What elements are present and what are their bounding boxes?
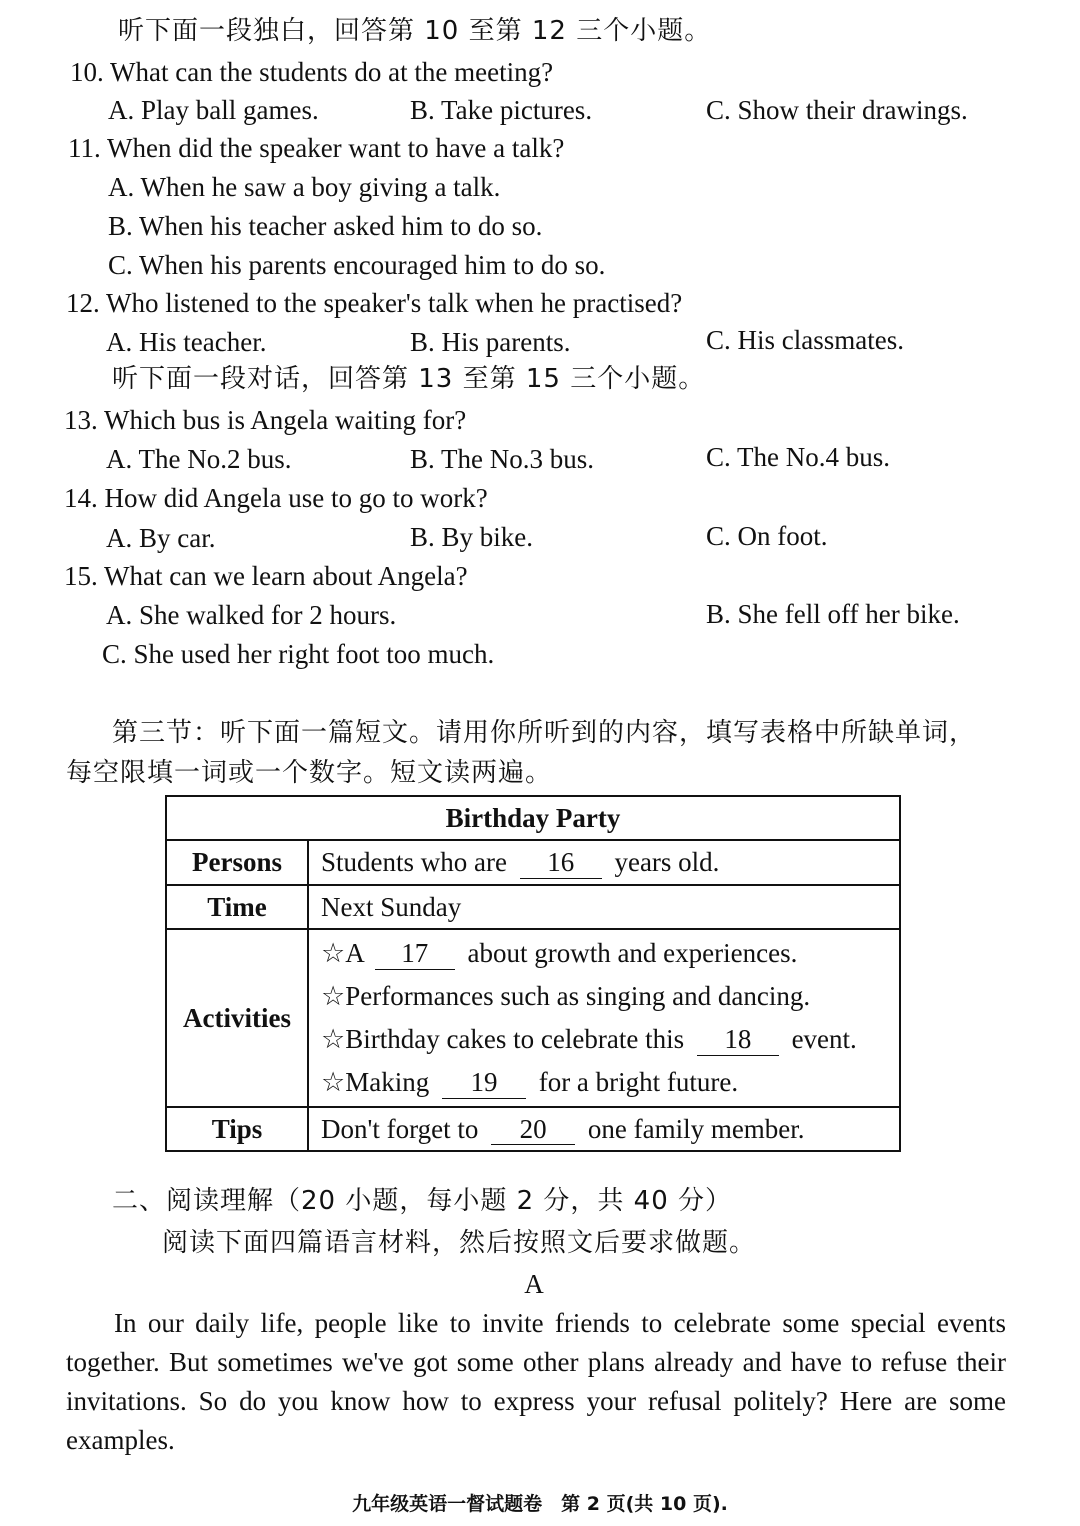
birthday-party-table (165, 795, 901, 1152)
row-label-tips: Tips (166, 1107, 308, 1151)
tips-cell (308, 1107, 900, 1151)
persons-text-post: years old. (614, 847, 720, 878)
question-10-option-b: B. Take pictures. (410, 95, 593, 125)
instruction-monologue: 听下面一段独白，回答第 10 至第 12 三个小题。 (118, 16, 712, 46)
time-value: Next Sunday (308, 885, 900, 929)
tips-text-pre: Don't forget to (321, 1113, 479, 1144)
blank-19: 19 (442, 1068, 526, 1099)
tips-text-post: one family member. (587, 1113, 805, 1144)
part2-heading: 二、阅读理解（20 小题，每小题 2 分，共 40 分） (112, 1186, 733, 1216)
question-15-option-a: A. She walked for 2 hours. (106, 600, 397, 630)
activity-4-post: for a bright future. (538, 1067, 739, 1097)
activity-3-post: event. (791, 1024, 857, 1054)
activity-3 (321, 1018, 887, 1061)
question-15-option-c: C. She used her right foot too much. (102, 639, 495, 669)
row-label-time: Time (166, 885, 308, 929)
question-15-stem: 15. What can we learn about Angela? (64, 561, 468, 591)
instruction-dialogue: 听下面一段对话，回答第 13 至第 15 三个小题。 (112, 364, 706, 394)
question-14-stem: 14. How did Angela use to go to work? (64, 483, 488, 513)
question-13-option-a: A. The No.2 bus. (106, 444, 292, 474)
question-11-stem: 11. When did the speaker want to have a talk? (68, 133, 565, 163)
activity-4-pre: ☆Making (321, 1067, 430, 1097)
activity-1-pre: ☆A (321, 938, 365, 968)
passage-letter: A (524, 1269, 544, 1299)
question-11-option-a: A. When he saw a boy giving a talk. (108, 172, 501, 202)
question-12-stem: 12. Who listened to the speaker's talk when he practised? (66, 288, 683, 318)
question-12-option-c: C. His classmates. (706, 325, 904, 355)
part2-instruction: 阅读下面四篇语言材料，然后按照文后要求做题。 (162, 1228, 757, 1258)
activities-cell (308, 929, 900, 1107)
section3-instruction-line2: 每空限填一词或一个数字。短文读两遍。 (66, 758, 553, 788)
persons-text-pre: Students who are (321, 847, 507, 878)
question-13-option-c: C. The No.4 bus. (706, 442, 891, 472)
page-footer: 九年级英语一督试题卷 第 2 页(共 10 页). (352, 1493, 728, 1515)
row-label-activities: Activities (166, 929, 308, 1107)
question-11-option-b: B. When his teacher asked him to do so. (108, 211, 543, 241)
question-11-option-c: C. When his parents encouraged him to do so. (108, 250, 606, 280)
question-13-stem: 13. Which bus is Angela waiting for? (64, 405, 467, 435)
activity-1-post: about growth and experiences. (467, 938, 798, 968)
question-14-option-a: A. By car. (106, 523, 216, 553)
activity-1 (321, 932, 887, 975)
question-13-option-b: B. The No.3 bus. (410, 444, 595, 474)
blank-17: 17 (375, 939, 455, 970)
persons-cell (308, 840, 900, 885)
blank-16: 16 (520, 848, 602, 879)
activity-4 (321, 1061, 887, 1104)
row-label-persons: Persons (166, 840, 308, 885)
question-12-option-a: A. His teacher. (106, 327, 267, 357)
table-title: Birthday Party (166, 796, 900, 840)
question-14-option-b: B. By bike. (410, 522, 534, 552)
question-14-option-c: C. On foot. (706, 521, 828, 551)
blank-20: 20 (491, 1115, 575, 1146)
section3-instruction-line1: 第三节：听下面一篇短文。请用你所听到的内容，填写表格中所缺单词， (112, 718, 977, 748)
activity-2: ☆Performances such as singing and dancing. (321, 981, 811, 1011)
activity-3-pre: ☆Birthday cakes to celebrate this (321, 1024, 685, 1054)
question-12-option-b: B. His parents. (410, 327, 571, 357)
question-10-option-a: A. Play ball games. (108, 95, 319, 125)
passage-a-text: In our daily life, people like to invite friends to celebrate some special events together. But sometimes we've got some other plans already and have to refuse their invitations. So do you know how to express your refusal politely? Here are some examples. (66, 1308, 1006, 1455)
blank-18: 18 (697, 1025, 779, 1056)
question-10-stem: 10. What can the students do at the meeting? (70, 57, 554, 87)
question-15-option-b: B. She fell off her bike. (706, 599, 960, 629)
question-10-option-c: C. Show their drawings. (706, 95, 968, 125)
